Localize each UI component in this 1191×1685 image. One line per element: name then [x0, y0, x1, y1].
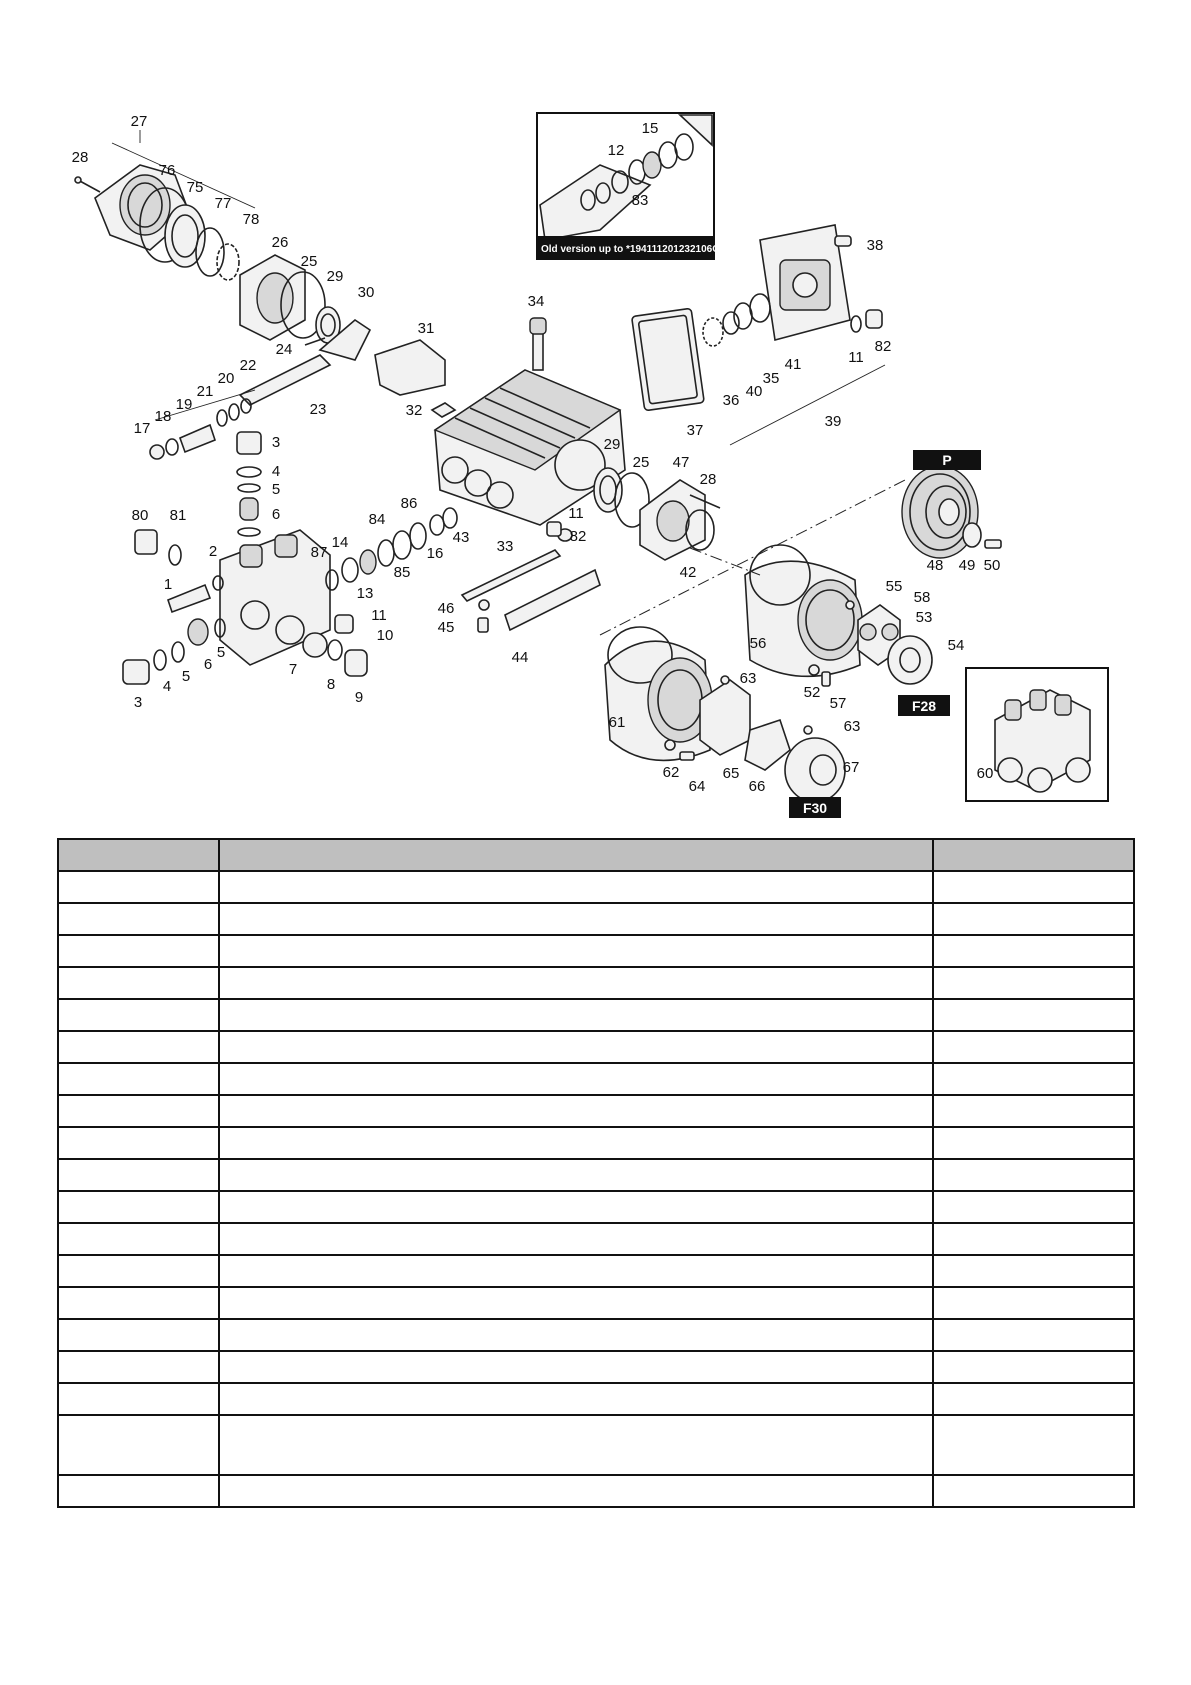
callout-11: 11 — [568, 505, 584, 522]
table-cell — [219, 1415, 933, 1475]
callout-13: 13 — [356, 585, 374, 602]
table-row — [58, 871, 1134, 903]
callout-62: 62 — [662, 764, 680, 781]
table-cell — [58, 1255, 219, 1287]
table-cell — [933, 935, 1134, 967]
inset-note-text: Old version up to *194111201232106O — [541, 244, 720, 255]
callout-77: 77 — [214, 195, 232, 212]
callout-22: 22 — [239, 357, 257, 374]
callout-5: 5 — [271, 481, 281, 498]
callout-56: 56 — [749, 635, 767, 652]
table-cell — [219, 1287, 933, 1319]
callout-8: 8 — [326, 676, 336, 693]
table-cell — [58, 967, 219, 999]
valve-stack — [237, 432, 261, 536]
callout-84: 84 — [368, 511, 386, 528]
table-row — [58, 1031, 1134, 1063]
table-cell — [933, 1415, 1134, 1475]
table-cell — [933, 1223, 1134, 1255]
callout-52: 52 — [803, 684, 821, 701]
table-cell — [58, 1127, 219, 1159]
callout-61: 61 — [608, 714, 626, 731]
callout-78: 78 — [242, 211, 260, 228]
mounting-brackets — [462, 550, 600, 632]
table-cell — [219, 935, 933, 967]
table-row — [58, 1223, 1134, 1255]
table-cell — [58, 1223, 219, 1255]
flange-f28-group — [745, 545, 932, 686]
table-row — [58, 1475, 1134, 1507]
callout-18: 18 — [154, 408, 172, 425]
callout-82: 82 — [569, 528, 587, 545]
table-cell — [933, 871, 1134, 903]
callout-14: 14 — [331, 534, 349, 551]
callout-37: 37 — [686, 422, 704, 439]
callout-12: 12 — [607, 142, 625, 159]
svg-text:F30: F30 — [802, 800, 828, 816]
table-row — [58, 967, 1134, 999]
table-cell — [933, 1383, 1134, 1415]
callout-75: 75 — [186, 179, 204, 196]
table-row — [58, 1159, 1134, 1191]
table-row — [58, 1095, 1134, 1127]
table-cell — [933, 1191, 1134, 1223]
callout-15: 15 — [641, 120, 659, 137]
table-row — [58, 1383, 1134, 1415]
table-cell — [933, 903, 1134, 935]
callout-38: 38 — [866, 237, 884, 254]
table-cell — [933, 1159, 1134, 1191]
callout-25b: 25 — [632, 454, 650, 471]
callout-32: 32 — [405, 402, 423, 419]
callout-11c: 11 — [848, 349, 864, 366]
table-cell — [219, 1351, 933, 1383]
callout-3b: 3 — [133, 694, 143, 711]
table-cell — [58, 1095, 219, 1127]
table-cell — [219, 1159, 933, 1191]
table-cell — [58, 1063, 219, 1095]
table-row — [58, 1063, 1134, 1095]
table-header-cell — [933, 839, 1134, 871]
callout-30: 30 — [357, 284, 375, 301]
table-cell — [933, 1095, 1134, 1127]
callout-6: 6 — [271, 506, 281, 523]
crankcase — [432, 318, 625, 541]
callout-28b: 28 — [699, 471, 717, 488]
table-cell — [933, 1319, 1134, 1351]
table-row — [58, 1319, 1134, 1351]
callout-53: 53 — [915, 609, 933, 626]
table-cell — [219, 1475, 933, 1507]
table-cell — [58, 1351, 219, 1383]
callout-85: 85 — [393, 564, 411, 581]
callout-23: 23 — [309, 401, 327, 418]
callout-5c: 5 — [216, 644, 226, 661]
callout-86: 86 — [400, 495, 418, 512]
table-cell — [933, 1127, 1134, 1159]
callout-81: 81 — [169, 507, 187, 524]
pump-manifold — [123, 530, 367, 684]
callout-29: 29 — [326, 268, 344, 285]
table-header-row — [58, 839, 1134, 871]
callout-63: 63 — [739, 670, 757, 687]
table-row — [58, 1191, 1134, 1223]
callout-20: 20 — [217, 370, 235, 387]
callout-33: 33 — [496, 538, 514, 555]
callout-28: 28 — [71, 149, 89, 166]
callout-80: 80 — [131, 507, 149, 524]
callout-67: 67 — [842, 759, 860, 776]
svg-text:P: P — [942, 452, 952, 468]
table-cell — [58, 1159, 219, 1191]
table-cell — [58, 903, 219, 935]
callout-25: 25 — [300, 253, 318, 270]
callout-1: 1 — [163, 576, 173, 593]
callout-49: 49 — [958, 557, 976, 574]
callout-55: 55 — [885, 578, 903, 595]
callout-6b: 6 — [203, 656, 213, 673]
table-cell — [58, 1031, 219, 1063]
callout-63b: 63 — [843, 718, 861, 735]
table-cell — [933, 967, 1134, 999]
table-cell — [933, 1287, 1134, 1319]
table-cell — [933, 1031, 1134, 1063]
table-cell — [58, 999, 219, 1031]
callout-36: 36 — [722, 392, 740, 409]
callout-16: 16 — [426, 545, 444, 562]
table-body — [58, 871, 1134, 1507]
table-row — [58, 935, 1134, 967]
callout-64: 64 — [688, 778, 706, 795]
table-cell — [933, 1475, 1134, 1507]
table-cell — [933, 1063, 1134, 1095]
callout-4: 4 — [271, 463, 281, 480]
table-cell — [219, 1031, 933, 1063]
table-cell — [219, 1095, 933, 1127]
callout-45: 45 — [437, 619, 455, 636]
table-cell — [219, 999, 933, 1031]
table-cell — [58, 1383, 219, 1415]
table-row — [58, 999, 1134, 1031]
table-cell — [219, 1223, 933, 1255]
callout-47: 47 — [672, 454, 690, 471]
callout-65: 65 — [722, 765, 740, 782]
callout-26: 26 — [271, 234, 289, 251]
table-cell — [219, 871, 933, 903]
callout-39: 39 — [824, 413, 842, 430]
inset-old-version — [537, 113, 720, 259]
callout-35: 35 — [762, 370, 780, 387]
callout-3: 3 — [271, 434, 281, 451]
callout-76: 76 — [158, 162, 176, 179]
svg-text:F28: F28 — [911, 698, 937, 714]
tag-f30 — [789, 797, 841, 818]
callout-82b: 82 — [874, 338, 892, 355]
table-cell — [219, 1383, 933, 1415]
callout-54: 54 — [947, 637, 965, 654]
callout-42: 42 — [679, 564, 697, 581]
table-row — [58, 1287, 1134, 1319]
callout-34: 34 — [527, 293, 545, 310]
table-row — [58, 1127, 1134, 1159]
table-cell — [58, 871, 219, 903]
table-header-cell — [58, 839, 219, 871]
table-cell — [58, 1415, 219, 1475]
callout-24: 24 — [275, 341, 293, 358]
table-row — [58, 903, 1134, 935]
table-row — [58, 1255, 1134, 1287]
callout-11b: 11 — [371, 607, 387, 624]
table-cell — [58, 1287, 219, 1319]
callout-7: 7 — [288, 661, 298, 678]
tag-p — [913, 450, 981, 470]
callout-2: 2 — [208, 543, 218, 560]
table-cell — [219, 1127, 933, 1159]
bearing-cover-group — [75, 130, 445, 420]
parts-table — [57, 838, 1135, 1508]
table-cell — [58, 1475, 219, 1507]
callout-46: 46 — [437, 600, 455, 617]
callout-58: 58 — [913, 589, 931, 606]
callout-29b: 29 — [603, 436, 621, 453]
callout-21: 21 — [196, 383, 214, 400]
callout-83: 83 — [631, 192, 649, 209]
table-cell — [58, 1191, 219, 1223]
table-cell — [58, 1319, 219, 1351]
callout-43: 43 — [452, 529, 470, 546]
callout-60: 60 — [976, 765, 994, 782]
callout-4b: 4 — [162, 678, 172, 695]
callout-27: 27 — [130, 113, 148, 130]
table-header-cell — [219, 839, 933, 871]
callout-31: 31 — [417, 320, 435, 337]
table-cell — [933, 1351, 1134, 1383]
table-cell — [219, 1319, 933, 1351]
callout-57: 57 — [829, 695, 847, 712]
pulley-group — [902, 466, 1001, 558]
table-row — [58, 1351, 1134, 1383]
callout-9: 9 — [354, 689, 364, 706]
exploded-parts-diagram — [0, 0, 1191, 830]
callout-40: 40 — [745, 383, 763, 400]
callout-19: 19 — [175, 396, 193, 413]
callout-41: 41 — [784, 356, 802, 373]
table-cell — [219, 1255, 933, 1287]
table-cell — [219, 1191, 933, 1223]
callout-87: 87 — [310, 544, 328, 561]
table-cell — [219, 1063, 933, 1095]
callout-50: 50 — [983, 557, 1001, 574]
table-row — [58, 1415, 1134, 1475]
table-cell — [58, 935, 219, 967]
callout-5b: 5 — [181, 668, 191, 685]
table-cell — [933, 1255, 1134, 1287]
callout-48: 48 — [926, 557, 944, 574]
callout-66: 66 — [748, 778, 766, 795]
callout-17: 17 — [133, 420, 151, 437]
tag-f28 — [898, 695, 950, 716]
table-cell — [219, 903, 933, 935]
table-cell — [219, 967, 933, 999]
table-cell — [933, 999, 1134, 1031]
callout-44: 44 — [511, 649, 529, 666]
callout-10: 10 — [376, 627, 394, 644]
